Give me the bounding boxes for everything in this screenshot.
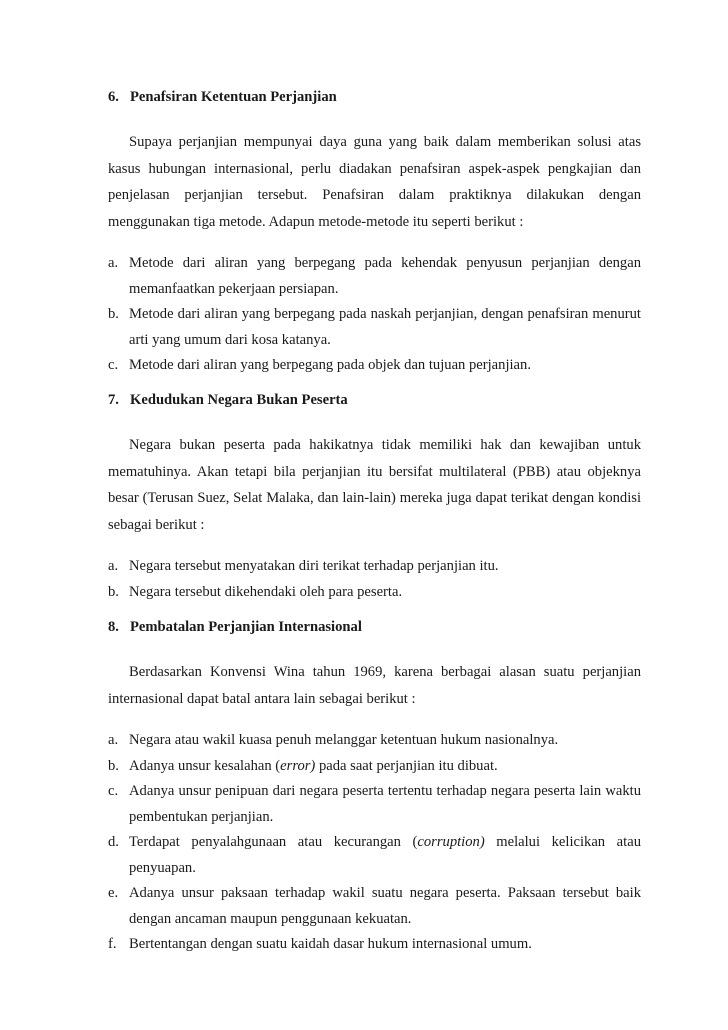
section-paragraph: Supaya perjanjian mempunyai daya guna yang baik dalam memberikan solusi atas kasus hubungan internasional, perlu diadakan penafsiran aspek-aspek pengkajian dan penjelasan perjanjian tersebut. Penafsiran dalam praktiknya dilakukan dengan menggunakan tiga metode. Adapun metode-metode itu seperti berikut : (108, 134, 641, 230)
section-title: Pembatalan Perjanjian Internasional (130, 619, 362, 635)
section-list (108, 728, 641, 958)
list-marker: d. (108, 834, 119, 850)
section-number: 6. (108, 89, 119, 105)
section-paragraph: Berdasarkan Konvensi Wina tahun 1969, karena berbagai alasan suatu perjanjian internasional dapat batal antara lain sebagai berikut : (108, 664, 641, 707)
list-item-text-before: Adanya unsur kesalahan ( (129, 757, 281, 774)
list-item (108, 728, 641, 754)
list-item-text: Metode dari aliran yang berpegang pada kehendak penyusun perjanjian dengan memanfaatkan pekerjaan persiapan. (129, 255, 641, 297)
list-item-italic: corruption) (417, 834, 485, 850)
section-list (108, 251, 641, 379)
list-marker: b. (108, 757, 119, 774)
list-marker: f. (108, 936, 117, 952)
list-item-italic: error) (280, 757, 316, 774)
list-item (108, 554, 641, 580)
list-item-text: Adanya unsur penipuan dari negara peserta tertentu terhadap negara peserta lain waktu pembentukan perjanjian. (129, 783, 641, 825)
section-title: Penafsiran Ketentuan Perjanjian (130, 89, 337, 105)
list-item-text: Bertentangan dengan suatu kaidah dasar hukum internasional umum. (129, 936, 532, 952)
list-item (108, 754, 641, 780)
list-item (108, 932, 641, 958)
list-marker: e. (108, 885, 119, 901)
list-item-text-after: melalui kelicikan atau penyuapan. (129, 834, 641, 876)
section-heading (108, 614, 641, 640)
section-list (108, 554, 641, 605)
list-item (108, 353, 641, 379)
list-item-text: Negara tersebut menyatakan diri terikat terhadap perjanjian itu. (129, 558, 499, 574)
section-number: 7. (108, 392, 119, 408)
list-item (108, 302, 641, 353)
list-item-text: Metode dari aliran yang berpegang pada naskah perjanjian, dengan penafsiran menurut arti yang umum dari kosa katanya. (129, 306, 641, 348)
section-paragraph: Negara bukan peserta pada hakikatnya tidak memiliki hak dan kewajiban untuk mematuhinya. Akan tetapi bila perjanjian itu bersifat multilateral (PBB) atau objeknya besar (Terusan Suez, Selat Malaka, dan lain-lain) mereka juga dapat terikat dengan kondisi sebagai berikut : (108, 437, 641, 533)
section-8 (108, 614, 641, 958)
section-heading (108, 84, 641, 110)
list-item-text: Negara tersebut dikehendaki oleh para peserta. (129, 583, 403, 600)
list-item (108, 881, 641, 932)
list-item-text-before: Terdapat penyalahgunaan atau kecurangan ( (129, 834, 418, 850)
list-item-text: Metode dari aliran yang berpegang pada objek dan tujuan perjanjian. (129, 357, 531, 373)
section-7 (108, 387, 641, 605)
list-marker: b. (108, 583, 119, 600)
list-item (108, 580, 641, 606)
section-number: 8. (108, 619, 119, 635)
list-marker: c. (108, 357, 119, 373)
section-6 (108, 84, 641, 379)
list-item (108, 779, 641, 830)
list-marker: a. (108, 558, 119, 574)
list-marker: c. (108, 783, 119, 799)
list-item (108, 830, 641, 881)
list-marker: a. (108, 255, 119, 271)
section-title: Kedudukan Negara Bukan Peserta (130, 392, 348, 408)
section-heading (108, 387, 641, 413)
list-marker: b. (108, 306, 119, 322)
list-item-text-after: pada saat perjanjian itu dibuat. (315, 757, 498, 774)
list-item-text: Negara atau wakil kuasa penuh melanggar ketentuan hukum nasionalnya. (129, 732, 559, 748)
list-item-text: Adanya unsur paksaan terhadap wakil suatu negara peserta. Paksaan tersebut baik dengan ancaman maupun penggunaan kekuatan. (129, 885, 641, 927)
list-item (108, 251, 641, 302)
list-marker: a. (108, 732, 119, 748)
